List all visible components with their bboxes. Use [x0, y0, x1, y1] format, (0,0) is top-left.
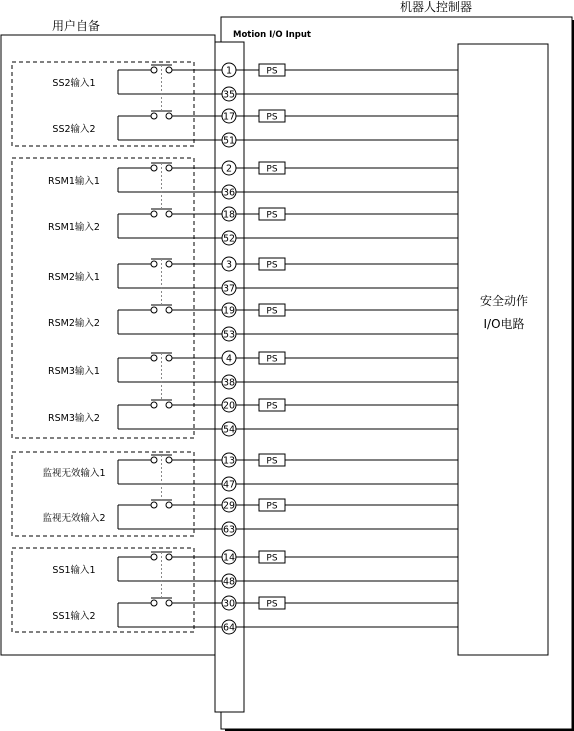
terminal-pin-number: 52 [222, 233, 236, 245]
terminal-pin-number: 30 [222, 598, 236, 610]
switch-contact [151, 457, 157, 463]
terminal-header: Motion I/O Input [233, 30, 311, 40]
switch-label: 监视无效输入2 [42, 513, 106, 524]
ps-label: PS [266, 599, 278, 610]
terminal-pin-number: 35 [222, 89, 236, 101]
terminal-pin-number: 38 [222, 377, 236, 389]
terminal-pin-number: 17 [222, 111, 236, 123]
ps-label: PS [266, 210, 278, 221]
circuit-label-line2: I/O电路 [483, 317, 525, 331]
terminal-pin-number: 2 [225, 163, 233, 175]
switch-contact [151, 402, 157, 408]
switch-label: SS2输入1 [52, 78, 96, 89]
switch-contact [166, 600, 172, 606]
terminal-pin-number: 14 [222, 552, 236, 564]
terminal-pin-number: 3 [225, 259, 233, 271]
ps-label: PS [266, 164, 278, 175]
terminal-pin-number: 63 [222, 524, 236, 536]
switch-contact [166, 307, 172, 313]
switch-contact [151, 600, 157, 606]
ps-label: PS [266, 66, 278, 77]
switch-contact [166, 165, 172, 171]
terminal-pin-number: 1 [225, 65, 233, 77]
ps-label: PS [266, 501, 278, 512]
user-side-title: 用户自备 [52, 19, 101, 33]
terminal-pin-number: 36 [222, 187, 236, 199]
switch-label: SS1输入2 [52, 611, 96, 622]
circuit-label-line1: 安全动作 [479, 294, 529, 308]
switch-label: RSM3输入1 [48, 366, 100, 377]
switch-contact [151, 67, 157, 73]
switch-contact [166, 113, 172, 119]
switch-contact [166, 355, 172, 361]
switch-label: RSM1输入2 [48, 222, 100, 233]
ps-label: PS [266, 306, 278, 317]
terminal-pin-number: 13 [222, 455, 236, 467]
switch-contact [151, 165, 157, 171]
switch-label: RSM1输入1 [48, 176, 100, 187]
terminal-pin-number: 47 [222, 479, 236, 491]
terminal-pin-number: 37 [222, 283, 236, 295]
switch-contact [166, 261, 172, 267]
switch-label: SS2输入2 [52, 124, 96, 135]
terminal-pin-number: 4 [225, 353, 233, 365]
switch-contact [151, 554, 157, 560]
switch-label: 监视无效输入1 [42, 468, 106, 479]
switch-contact [166, 402, 172, 408]
switch-label: SS1输入1 [52, 565, 96, 576]
ps-label: PS [266, 401, 278, 412]
ps-label: PS [266, 553, 278, 564]
switch-contact [166, 457, 172, 463]
switch-contact [166, 502, 172, 508]
switch-label: RSM3输入2 [48, 413, 100, 424]
ps-label: PS [266, 260, 278, 271]
switch-contact [151, 211, 157, 217]
switch-contact [151, 113, 157, 119]
switch-contact [151, 502, 157, 508]
switch-label: RSM2输入2 [48, 318, 100, 329]
terminal-pin-number: 51 [222, 135, 236, 147]
terminal-pin-number: 48 [222, 576, 236, 588]
safety-io-circuit-box [458, 44, 548, 655]
switch-label: RSM2输入1 [48, 272, 100, 283]
terminal-pin-number: 53 [222, 329, 236, 341]
terminal-pin-number: 19 [222, 305, 236, 317]
switch-contact [166, 211, 172, 217]
switch-contact [151, 355, 157, 361]
user-equipment-box [1, 35, 215, 655]
terminal-pin-number: 64 [222, 622, 236, 634]
switch-contact [151, 307, 157, 313]
ps-label: PS [266, 456, 278, 467]
switch-contact [151, 261, 157, 267]
switch-contact [166, 67, 172, 73]
ps-label: PS [266, 112, 278, 123]
switch-contact [166, 554, 172, 560]
robot-side-title: 机器人控制器 [400, 0, 473, 14]
terminal-pin-number: 54 [222, 424, 236, 436]
ps-label: PS [266, 354, 278, 365]
terminal-pin-number: 20 [222, 400, 236, 412]
terminal-pin-number: 29 [222, 500, 236, 512]
terminal-pin-number: 18 [222, 209, 236, 221]
